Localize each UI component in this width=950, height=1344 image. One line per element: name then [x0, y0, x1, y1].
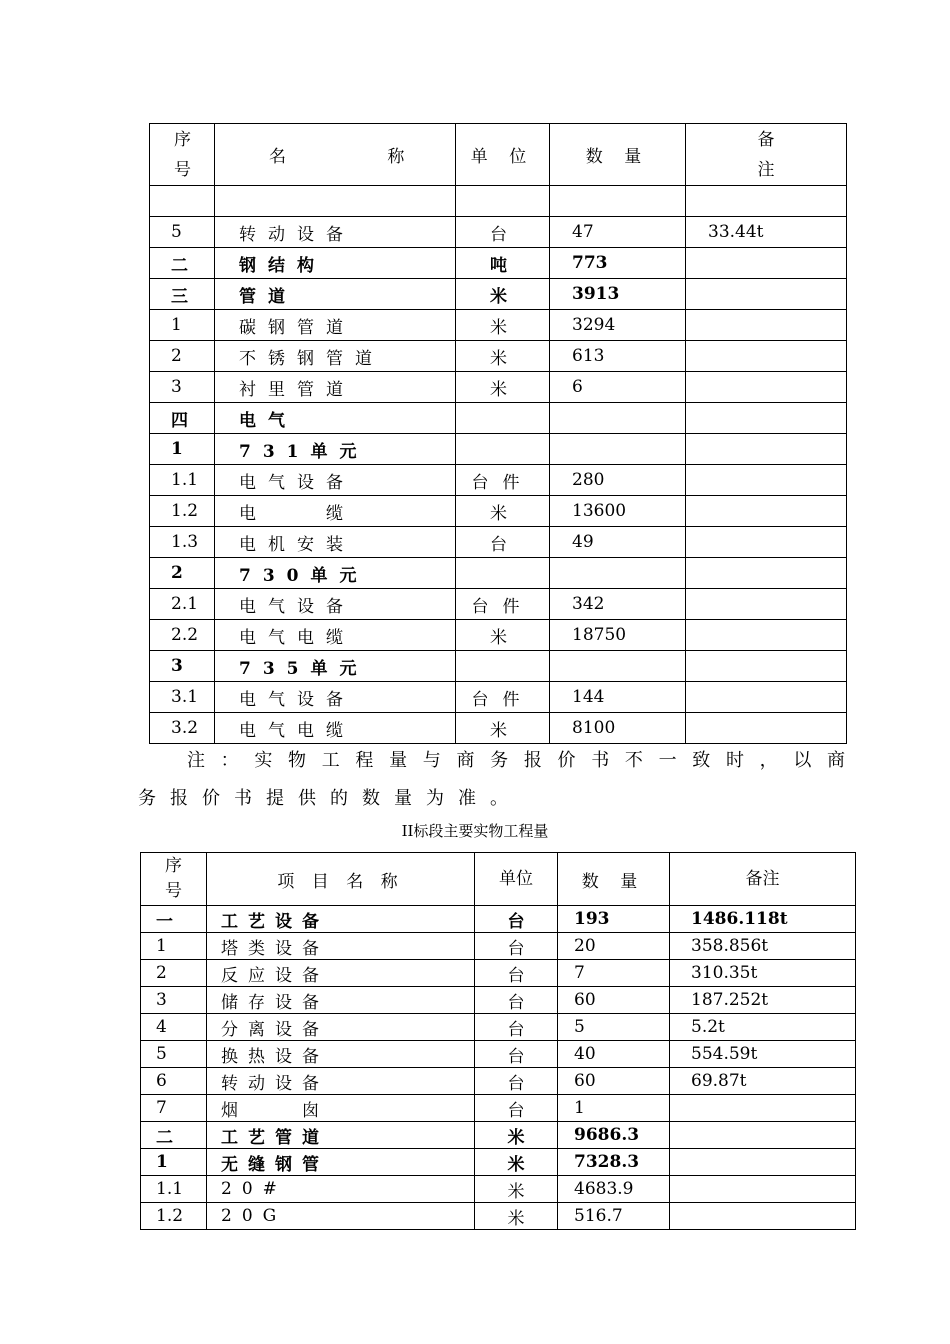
table-row: [141, 933, 856, 960]
cell-seq: [150, 186, 215, 217]
table-row: [150, 620, 847, 651]
table-row: [141, 1014, 856, 1041]
cell-unit: 台: [475, 933, 558, 960]
cell-qty: 613: [550, 341, 686, 372]
header-unit: 单 位: [456, 124, 550, 186]
cell-unit: 台件: [456, 682, 550, 713]
cell-qty: 4683.9: [558, 1176, 670, 1203]
cell-remark: 310.35t: [670, 960, 856, 987]
table-header-row: [150, 124, 847, 186]
cell-seq: 1: [150, 434, 215, 465]
table-row: [150, 527, 847, 558]
cell-name: 无缝钢管: [207, 1149, 475, 1176]
table-row: [150, 682, 847, 713]
cell-unit: 米: [456, 372, 550, 403]
cell-name: 工艺管道: [207, 1122, 475, 1149]
cell-name: [215, 186, 456, 217]
cell-qty: 18750: [550, 620, 686, 651]
table-row: [150, 651, 847, 682]
cell-unit: 台: [475, 1041, 558, 1068]
cell-unit: 米: [475, 1203, 558, 1230]
table-row: [150, 372, 847, 403]
cell-unit: 台: [475, 987, 558, 1014]
cell-name: 钢结构: [215, 248, 456, 279]
cell-seq: 2: [150, 558, 215, 589]
cell-unit: [456, 651, 550, 682]
header-remark: 备注: [686, 124, 847, 186]
cell-unit: 米: [475, 1176, 558, 1203]
cell-remark: [670, 1122, 856, 1149]
cell-remark: [686, 279, 847, 310]
cell-seq: 3.2: [150, 713, 215, 744]
cell-seq: 2: [141, 960, 207, 987]
cell-remark: 554.59t: [670, 1041, 856, 1068]
cell-remark: [686, 713, 847, 744]
cell-unit: 米: [475, 1122, 558, 1149]
header-name-left: 名: [269, 147, 286, 167]
cell-remark: [670, 1149, 856, 1176]
cell-name: 转动设备: [215, 217, 456, 248]
cell-remark: [686, 248, 847, 279]
table-row: [150, 217, 847, 248]
cell-remark: [670, 1203, 856, 1230]
cell-qty: [550, 403, 686, 434]
cell-name: 电气电缆: [215, 713, 456, 744]
quantity-table-2: [140, 852, 856, 1230]
cell-name: 储存设备: [207, 987, 475, 1014]
cell-remark: [686, 651, 847, 682]
cell-unit: 台件: [456, 589, 550, 620]
cell-unit: 台: [475, 960, 558, 987]
cell-name: 换热设备: [207, 1041, 475, 1068]
header-name-right: 称: [387, 147, 405, 167]
cell-qty: 13600: [550, 496, 686, 527]
table-row: [141, 906, 856, 933]
cell-remark: [686, 496, 847, 527]
header-name: 项 目 名 称: [207, 853, 475, 906]
cell-name: 电 缆: [215, 496, 456, 527]
table-row: [141, 1122, 856, 1149]
cell-seq: 1.2: [141, 1203, 207, 1230]
table-row: [150, 496, 847, 527]
table-row: [150, 279, 847, 310]
cell-name: 20#: [207, 1176, 475, 1203]
table-2-caption: II标段主要实物工程量: [401, 822, 549, 840]
cell-unit: [456, 558, 550, 589]
cell-seq: 1.3: [150, 527, 215, 558]
cell-seq: 7: [141, 1095, 207, 1122]
header-qty: 数 量: [558, 853, 670, 906]
cell-seq: 二: [150, 248, 215, 279]
cell-name: 分离设备: [207, 1014, 475, 1041]
table-header-row: [141, 853, 856, 906]
note-line-2: 务报价书提供的数量为准。: [138, 788, 522, 809]
cell-remark: [686, 682, 847, 713]
cell-unit: 台: [475, 1068, 558, 1095]
table-row: [141, 987, 856, 1014]
cell-remark: [686, 310, 847, 341]
cell-unit: 台: [456, 217, 550, 248]
cell-remark: [686, 620, 847, 651]
cell-qty: 9686.3: [558, 1122, 670, 1149]
cell-name: 电气设备: [215, 465, 456, 496]
table-row: [150, 248, 847, 279]
cell-name: 管道: [215, 279, 456, 310]
table-row: [150, 713, 847, 744]
table-row: [141, 1068, 856, 1095]
cell-remark: 33.44t: [686, 217, 847, 248]
header-name: [215, 124, 456, 186]
cell-name: 反应设备: [207, 960, 475, 987]
cell-name: 电气设备: [215, 589, 456, 620]
table-row: [150, 186, 847, 217]
cell-name: 工艺设备: [207, 906, 475, 933]
cell-name: 碳钢管道: [215, 310, 456, 341]
cell-seq: 2.2: [150, 620, 215, 651]
cell-seq: 3.1: [150, 682, 215, 713]
table-row: [141, 1095, 856, 1122]
cell-qty: [550, 186, 686, 217]
cell-qty: 1: [558, 1095, 670, 1122]
cell-name: 不锈钢管道: [215, 341, 456, 372]
cell-qty: 60: [558, 987, 670, 1014]
cell-name: 735单元: [215, 651, 456, 682]
cell-qty: [550, 558, 686, 589]
cell-seq: 1: [150, 310, 215, 341]
cell-name: 塔类设备: [207, 933, 475, 960]
cell-remark: [670, 1176, 856, 1203]
cell-name: 731单元: [215, 434, 456, 465]
cell-unit: 台: [475, 1095, 558, 1122]
cell-name: 20G: [207, 1203, 475, 1230]
cell-unit: 台: [475, 1014, 558, 1041]
table-row: [141, 1203, 856, 1230]
cell-name: 电气: [215, 403, 456, 434]
cell-qty: 3294: [550, 310, 686, 341]
cell-qty: 8100: [550, 713, 686, 744]
cell-unit: 台件: [456, 465, 550, 496]
cell-unit: 台: [475, 906, 558, 933]
cell-qty: 516.7: [558, 1203, 670, 1230]
cell-remark: 1486.118t: [670, 906, 856, 933]
cell-remark: 5.2t: [670, 1014, 856, 1041]
cell-name: 730单元: [215, 558, 456, 589]
cell-remark: [686, 403, 847, 434]
header-seq: 序号: [141, 853, 207, 906]
cell-seq: 四: [150, 403, 215, 434]
cell-qty: 5: [558, 1014, 670, 1041]
cell-seq: 3: [150, 651, 215, 682]
cell-seq: 4: [141, 1014, 207, 1041]
cell-seq: 3: [141, 987, 207, 1014]
table-row: [141, 1041, 856, 1068]
cell-unit: 米: [456, 496, 550, 527]
cell-unit: 米: [475, 1149, 558, 1176]
cell-seq: 2.1: [150, 589, 215, 620]
cell-seq: 一: [141, 906, 207, 933]
table-row: [150, 558, 847, 589]
header-remark: 备注: [670, 853, 856, 906]
cell-seq: 5: [150, 217, 215, 248]
cell-remark: [686, 589, 847, 620]
cell-qty: 49: [550, 527, 686, 558]
header-unit: 单位: [475, 853, 558, 906]
cell-name: 烟 囱: [207, 1095, 475, 1122]
cell-remark: 187.252t: [670, 987, 856, 1014]
cell-remark: [686, 372, 847, 403]
cell-seq: 2: [150, 341, 215, 372]
cell-unit: 米: [456, 341, 550, 372]
cell-seq: 1: [141, 1149, 207, 1176]
cell-remark: [686, 341, 847, 372]
cell-name: 电气电缆: [215, 620, 456, 651]
table-row: [141, 1176, 856, 1203]
cell-qty: 773: [550, 248, 686, 279]
cell-qty: 280: [550, 465, 686, 496]
cell-seq: 二: [141, 1122, 207, 1149]
table-row: [150, 434, 847, 465]
cell-remark: [686, 527, 847, 558]
cell-qty: 60: [558, 1068, 670, 1095]
cell-qty: 144: [550, 682, 686, 713]
cell-remark: [686, 186, 847, 217]
cell-seq: 1: [141, 933, 207, 960]
cell-qty: 20: [558, 933, 670, 960]
table-row: [150, 341, 847, 372]
cell-qty: [550, 651, 686, 682]
cell-unit: [456, 434, 550, 465]
cell-seq: 三: [150, 279, 215, 310]
cell-remark: [686, 465, 847, 496]
cell-seq: 1.1: [150, 465, 215, 496]
cell-remark: [686, 434, 847, 465]
cell-remark: 358.856t: [670, 933, 856, 960]
cell-seq: 1.1: [141, 1176, 207, 1203]
cell-unit: 米: [456, 620, 550, 651]
cell-seq: 5: [141, 1041, 207, 1068]
cell-unit: 米: [456, 310, 550, 341]
cell-unit: [456, 186, 550, 217]
cell-qty: 7328.3: [558, 1149, 670, 1176]
cell-name: 电机安装: [215, 527, 456, 558]
cell-seq: 1.2: [150, 496, 215, 527]
cell-qty: 3913: [550, 279, 686, 310]
header-seq: 序号: [150, 124, 215, 186]
cell-qty: 40: [558, 1041, 670, 1068]
cell-remark: [686, 558, 847, 589]
table-row: [150, 465, 847, 496]
cell-name: 衬里管道: [215, 372, 456, 403]
header-qty: 数 量: [550, 124, 686, 186]
table-row: [141, 1149, 856, 1176]
cell-qty: 47: [550, 217, 686, 248]
table-row: [150, 403, 847, 434]
cell-unit: [456, 403, 550, 434]
cell-remark: 69.87t: [670, 1068, 856, 1095]
quantity-table-1: [149, 123, 847, 744]
cell-qty: 342: [550, 589, 686, 620]
cell-unit: 米: [456, 713, 550, 744]
cell-unit: 台: [456, 527, 550, 558]
cell-remark: [670, 1095, 856, 1122]
table-row: [150, 589, 847, 620]
cell-qty: 6: [550, 372, 686, 403]
note-line-1: 注：实物工程量与商务报价书不一致时，以商: [187, 750, 845, 771]
cell-unit: 米: [456, 279, 550, 310]
cell-qty: 193: [558, 906, 670, 933]
table-row: [150, 310, 847, 341]
cell-seq: 3: [150, 372, 215, 403]
cell-seq: 6: [141, 1068, 207, 1095]
cell-qty: [550, 434, 686, 465]
cell-name: 转动设备: [207, 1068, 475, 1095]
cell-unit: 吨: [456, 248, 550, 279]
table-row: [141, 960, 856, 987]
cell-qty: 7: [558, 960, 670, 987]
cell-name: 电气设备: [215, 682, 456, 713]
